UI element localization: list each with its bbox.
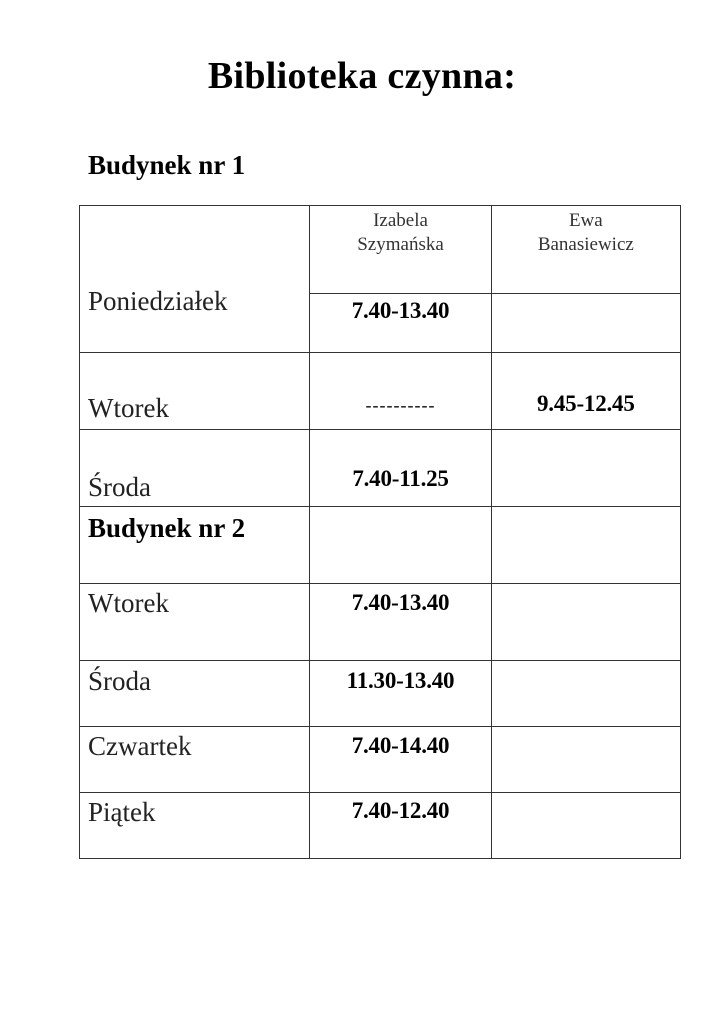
section-heading-building-1: Budynek nr 1 <box>88 150 246 180</box>
time-cell <box>491 727 680 793</box>
day-cell <box>80 353 310 430</box>
time-value: 7.40-12.40 <box>351 798 450 823</box>
day-label: Czwartek <box>88 731 192 761</box>
time-value: 7.40-11.25 <box>352 466 449 491</box>
time-cell <box>310 584 491 661</box>
time-cell <box>310 430 491 507</box>
table-row <box>80 727 681 793</box>
time-value: 7.40-14.40 <box>351 733 450 758</box>
time-value: 11.30-13.40 <box>346 668 455 693</box>
time-value: ---------- <box>365 395 436 415</box>
time-cell <box>491 507 680 584</box>
day-label: Środa <box>88 666 151 696</box>
day-cell <box>80 584 310 661</box>
day-cell <box>80 793 310 859</box>
day-label: Wtorek <box>88 393 169 423</box>
day-cell <box>80 430 310 507</box>
table-header-row <box>80 206 681 294</box>
time-cell <box>310 507 491 584</box>
time-cell <box>310 793 491 859</box>
page-title: Biblioteka czynna: <box>207 55 517 97</box>
time-cell <box>310 727 491 793</box>
teacher-header-1 <box>310 206 491 294</box>
table-row <box>80 793 681 859</box>
teacher-name-1: Izabela Szymańska <box>357 210 444 255</box>
day-label: Piątek <box>88 797 156 827</box>
teacher-name-2: Ewa Banasiewicz <box>537 210 634 255</box>
time-cell <box>491 584 680 661</box>
table-row <box>80 661 681 727</box>
day-cell <box>80 727 310 793</box>
schedule-table <box>79 205 681 859</box>
table-row <box>80 507 681 584</box>
day-cell <box>80 206 310 353</box>
day-cell <box>80 661 310 727</box>
teacher-header-2 <box>491 206 680 294</box>
section-cell-building-2 <box>80 507 310 584</box>
table-row <box>80 353 681 430</box>
day-label: Środa <box>88 472 151 502</box>
section-heading-building-2: Budynek nr 2 <box>88 513 246 543</box>
time-cell <box>491 661 680 727</box>
time-cell <box>310 353 491 430</box>
time-value: 7.40-13.40 <box>351 590 450 615</box>
time-value: 9.45-12.45 <box>537 391 635 416</box>
table-row <box>80 430 681 507</box>
day-label: Wtorek <box>88 588 169 618</box>
time-cell <box>310 294 491 353</box>
day-label: Poniedziałek <box>88 286 228 316</box>
time-cell <box>491 353 680 430</box>
time-cell <box>491 793 680 859</box>
table-row <box>80 584 681 661</box>
time-cell <box>310 661 491 727</box>
time-cell <box>491 294 680 353</box>
time-value: 7.40-13.40 <box>351 298 450 323</box>
time-cell <box>491 430 680 507</box>
